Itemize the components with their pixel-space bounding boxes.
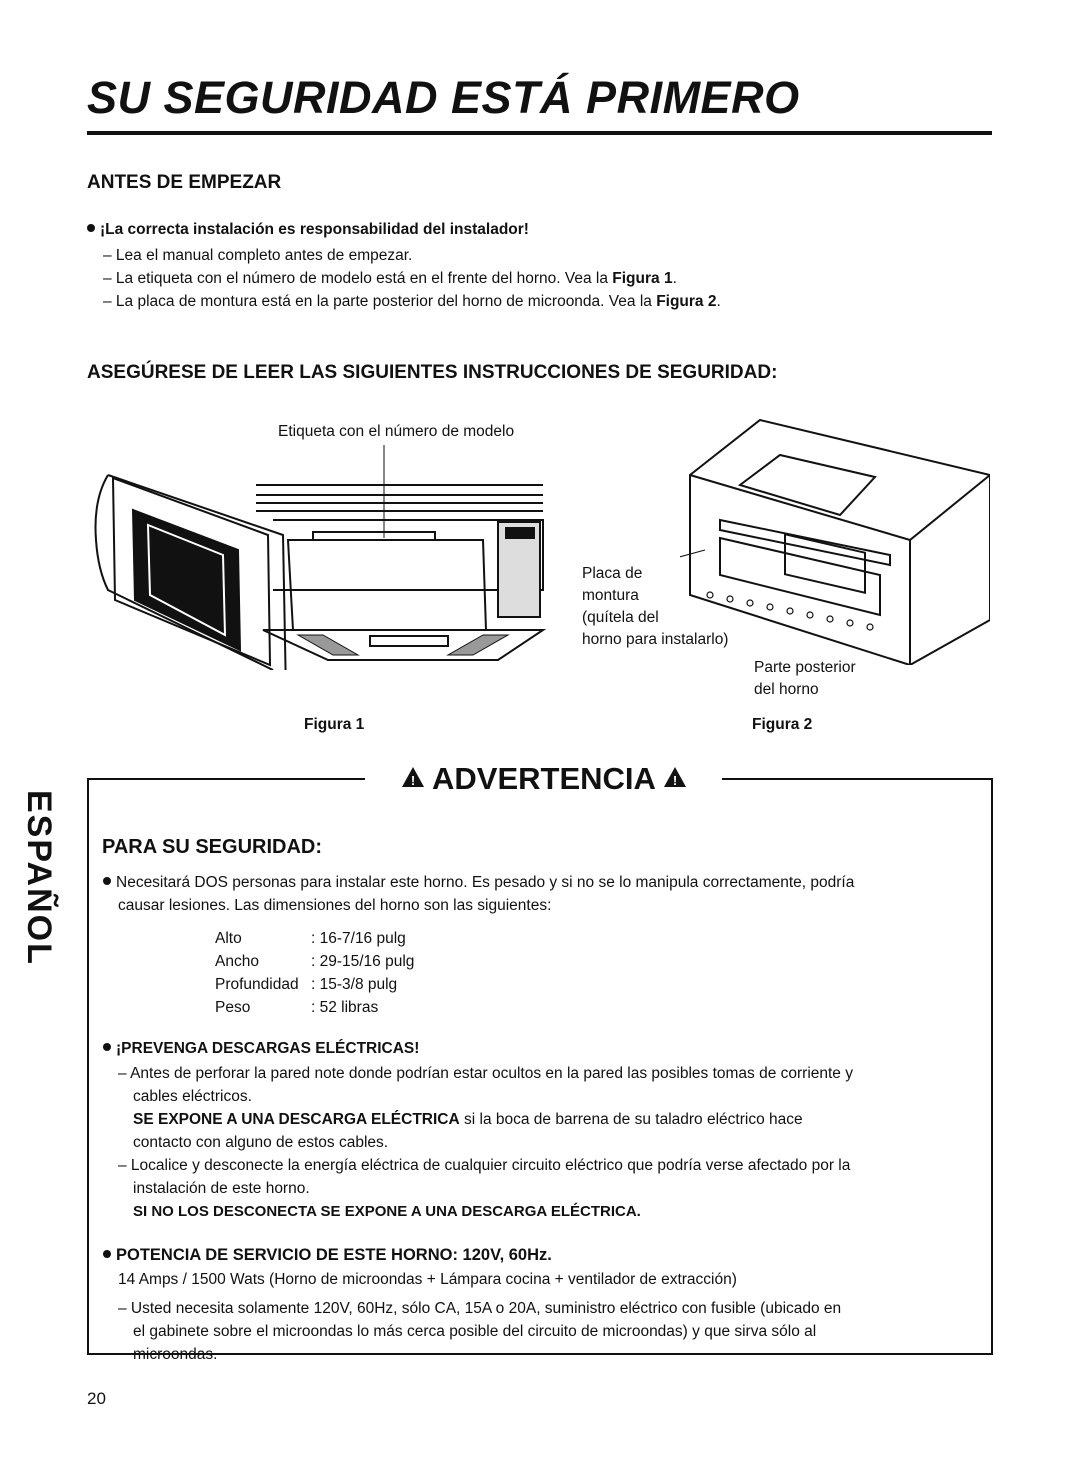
table-row: Profundidad : 15-3/8 pulg [215, 976, 398, 993]
before-lines [103, 244, 721, 313]
warning-heading: PARA SU SEGURIDAD: [102, 836, 323, 858]
section-heading-safety: ASEGÚRESE DE LEER LAS SIGUIENTES INSTRUCCIONES DE SEGURIDAD: [87, 362, 778, 383]
section-heading-antes: ANTES DE EMPEZAR [87, 172, 282, 193]
svg-text:!: ! [410, 773, 415, 788]
figure1-caption: Figura 1 [304, 716, 365, 733]
bullet-icon [103, 877, 111, 885]
warning-triangle-icon [663, 766, 687, 788]
bullet-icon [103, 1250, 111, 1258]
bullet-icon [87, 224, 95, 232]
warning-p1: Necesitará DOS personas para instalar este horno. Es pesado y si no se lo manipula correctamente, podría causar lesiones. Las dimensiones del horno son las siguientes: [103, 871, 854, 917]
table-row: Alto : 16-7/16 pulg [215, 930, 406, 947]
line-2: – La etiqueta con el número de modelo está en el frente del horno. Vea la Figura 1. [103, 270, 677, 287]
bullet-installer: ¡La correcta instalación es responsabilidad del instalador! [87, 221, 529, 239]
electrical-text: – Antes de perforar la pared note donde podrían estar ocultos en la pared las posibles tomas de corriente y cables eléctricos. SE EXPONE A UNA DESCARGA ELÉCTRICA si la boca de barrena de su taladro eléctrico hace contacto con alguno de estos cables. – Localice y desconecte la energía eléctrica de cualquier circuito eléctrico que podría verse afectado por la instalación de este horno. SI NO LOS DESCONECTA SE EXPONE A UNA DESCARGA ELÉCTRICA. [118, 1065, 853, 1220]
page-number: 20 [87, 1389, 106, 1408]
table-row: Ancho : 29-15/16 pulg [215, 953, 415, 970]
line-1: – Lea el manual completo antes de empezar. [103, 247, 413, 264]
bullet-power: POTENCIA DE SERVICIO DE ESTE HORNO: 120V, 60Hz. [103, 1246, 552, 1265]
dimensions-table [215, 927, 414, 1019]
warning-title: ! ADVERTENCIA ! [370, 761, 718, 797]
figure1-microwave-front [88, 440, 558, 670]
table-row: Peso : 52 libras [215, 999, 379, 1016]
bullet-electrical: ¡PREVENGA DESCARGAS ELÉCTRICAS! [103, 1040, 419, 1058]
side-language-label: ESPAÑOL [20, 790, 58, 966]
figure2-rear-callout: Parte posterior del horno [754, 659, 856, 698]
line-3: – La placa de montura está en la parte posterior del horno de microonda. Vea la Figura 2. [103, 293, 721, 310]
figure2-plate-callout: Placa de montura (quítela del horno para instalarlo) [582, 565, 729, 648]
figure2-caption: Figura 2 [752, 716, 813, 733]
figure1-callout: Etiqueta con el número de modelo [278, 423, 515, 440]
page-title: SU SEGURIDAD ESTÁ PRIMERO [87, 72, 800, 123]
title-rule [87, 131, 992, 135]
svg-text:!: ! [673, 773, 678, 788]
warning-triangle-icon [401, 766, 425, 788]
bullet-icon [103, 1043, 111, 1051]
power-text: 14 Amps / 1500 Wats (Horno de microondas + Lámpara cocina + ventilador de extracción) – Usted necesita solamente 120V, 60Hz, sólo CA, 15A o 20A, suministro eléctrico con fusible (ubicado en el gabinete sobre el microondas lo más cerca posible del circuito de microondas) y que sirva sólo al microondas. [118, 1271, 842, 1363]
